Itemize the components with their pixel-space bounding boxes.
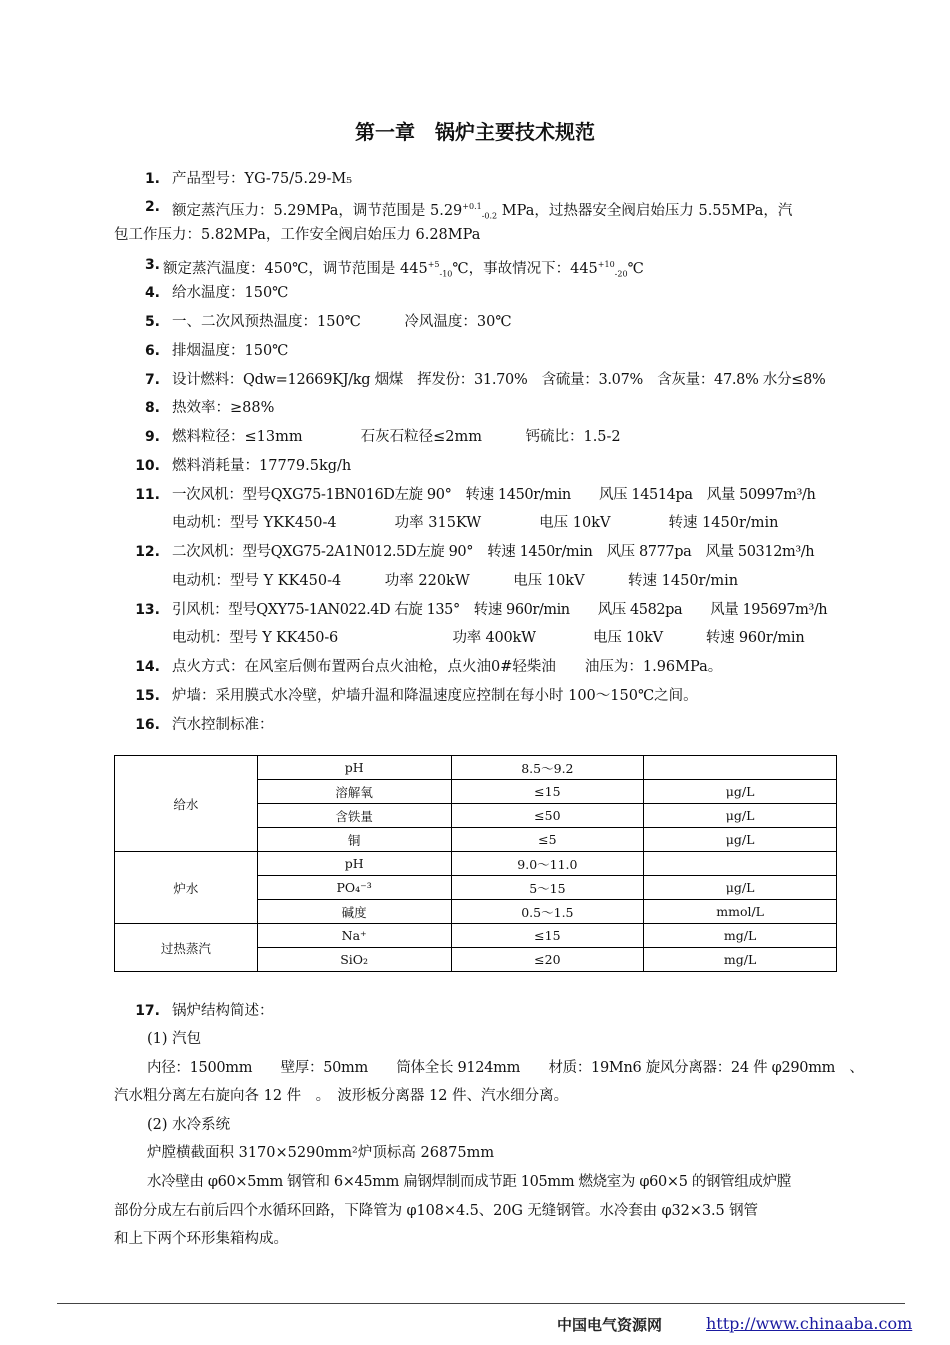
- item-text: 燃料粒径：≤13mm 石灰石粒径≤2mm 钙硫比：1.5-2: [172, 429, 621, 445]
- item-number: 17.: [135, 1003, 160, 1019]
- item-number: 1.: [144, 171, 160, 187]
- unit-cell: μg/L: [644, 780, 837, 804]
- group-cell: 炉水: [115, 852, 258, 924]
- item-text: 引风机：型号QXY75-1AN022.4D 右旋 135° 转速 960r/min 风压 4582pa 风量 195697m³/h: [172, 602, 828, 618]
- value-cell: ≤15: [451, 780, 644, 804]
- item-number: 14.: [135, 659, 160, 675]
- item-text: 燃料消耗量：17779.5kg/h: [172, 458, 352, 474]
- item-text: 二次风机：型号QXG75-2A1N012.5D左旋 90° 转速 1450r/min 风压 8777pa 风量 50312m³/h: [172, 544, 815, 560]
- item-number: 5.: [144, 314, 160, 330]
- item-number: 12.: [135, 544, 160, 560]
- value-cell: ≤5: [451, 828, 644, 852]
- item-text: 点火方式：在风室后侧布置两台点火油枪，点火油0#轻柴油 油压为：1.96MPa。: [172, 659, 723, 675]
- group-cell: 给水: [115, 756, 258, 852]
- item-cell: 铜: [257, 828, 451, 852]
- unit-cell: mmol/L: [644, 900, 837, 924]
- unit-cell: mg/L: [644, 924, 837, 948]
- group-cell: 过热蒸汽: [115, 924, 258, 972]
- item-number: 7.: [144, 372, 160, 388]
- unit-cell: [644, 852, 837, 876]
- table-row: [115, 756, 837, 780]
- item-number: 10.: [135, 458, 160, 474]
- value-cell: 5～15: [451, 876, 644, 900]
- item-text: 给水温度：150℃: [172, 285, 289, 301]
- footer-link[interactable]: http://www.chinaaba.com: [706, 1314, 913, 1333]
- item-text: 汽水控制标准：: [172, 717, 274, 733]
- item-cell: pH: [257, 852, 451, 876]
- value-cell: 9.0～11.0: [451, 852, 644, 876]
- item-cell: Na⁺: [257, 924, 451, 948]
- item-text: 排烟温度：150℃: [172, 343, 289, 359]
- item-text: 一、二次风预热温度：150℃ 冷风温度：30℃: [172, 314, 512, 330]
- item-text: 锅炉结构简述：: [172, 1003, 274, 1019]
- item-cell: 碱度: [257, 900, 451, 924]
- table-row: [115, 852, 837, 876]
- item-number: 9.: [144, 429, 160, 445]
- value-cell: ≤50: [451, 804, 644, 828]
- item-cell: 溶解氧: [257, 780, 451, 804]
- item-text: 一次风机：型号QXG75-1BN016D左旋 90° 转速 1450r/min 风压 14514pa 风量 50997m³/h: [172, 487, 816, 503]
- unit-cell: [644, 756, 837, 780]
- page-title: 第一章 锅炉主要技术规范: [355, 120, 595, 144]
- item-cell: pH: [257, 756, 451, 780]
- value-cell: ≤20: [451, 948, 644, 972]
- value-cell: ≤15: [451, 924, 644, 948]
- item-text: 炉墙：采用膜式水冷壁，炉墙升温和降温速度应控制在每小时 100～150℃之间。: [172, 688, 698, 704]
- item-text: 产品型号：YG-75/5.29-M₅: [172, 171, 353, 187]
- water-steam-standards-table: [114, 755, 837, 972]
- item-number: 8.: [144, 400, 160, 416]
- item-number: 15.: [135, 688, 160, 704]
- table-row: [115, 924, 837, 948]
- item-number: 2.: [144, 199, 160, 215]
- item-text: 设计燃料：Qdw=12669KJ/kg 烟煤 挥发份：31.70% 含硫量：3.07% 含灰量：47.8% 水分≤8%: [172, 372, 826, 388]
- item-number: 6.: [144, 343, 160, 359]
- unit-cell: μg/L: [644, 828, 837, 852]
- item-cell: SiO₂: [257, 948, 451, 972]
- item-number: 4.: [144, 285, 160, 301]
- item-number: 13.: [135, 602, 160, 618]
- value-cell: 0.5～1.5: [451, 900, 644, 924]
- item-cell: 含铁量: [257, 804, 451, 828]
- footer-divider: [57, 1303, 905, 1304]
- unit-cell: μg/L: [644, 804, 837, 828]
- item-text: 热效率：≥88%: [172, 400, 275, 416]
- item-number: 11.: [135, 487, 160, 503]
- unit-cell: mg/L: [644, 948, 837, 972]
- item-text: 额定蒸汽温度：450℃，调节范围是 $445^{+5}_{-10}℃$，事故情况下：$445^{+10}_{-20}℃$: [163, 260, 644, 279]
- value-cell: 8.5～9.2: [451, 756, 644, 780]
- item-cell: PO₄⁻³: [257, 876, 451, 900]
- item-number: 3.: [144, 257, 160, 273]
- unit-cell: μg/L: [644, 876, 837, 900]
- footer-site-name: 中国电气资源网: [557, 1316, 663, 1334]
- item-number: 16.: [135, 717, 160, 733]
- item-text: 额定蒸汽压力：5.29MPa，调节范围是 $5.29^{+0.1}_{-0.2}$ MPa，过热器安全阀启始压力 5.55MPa，汽: [172, 202, 793, 221]
